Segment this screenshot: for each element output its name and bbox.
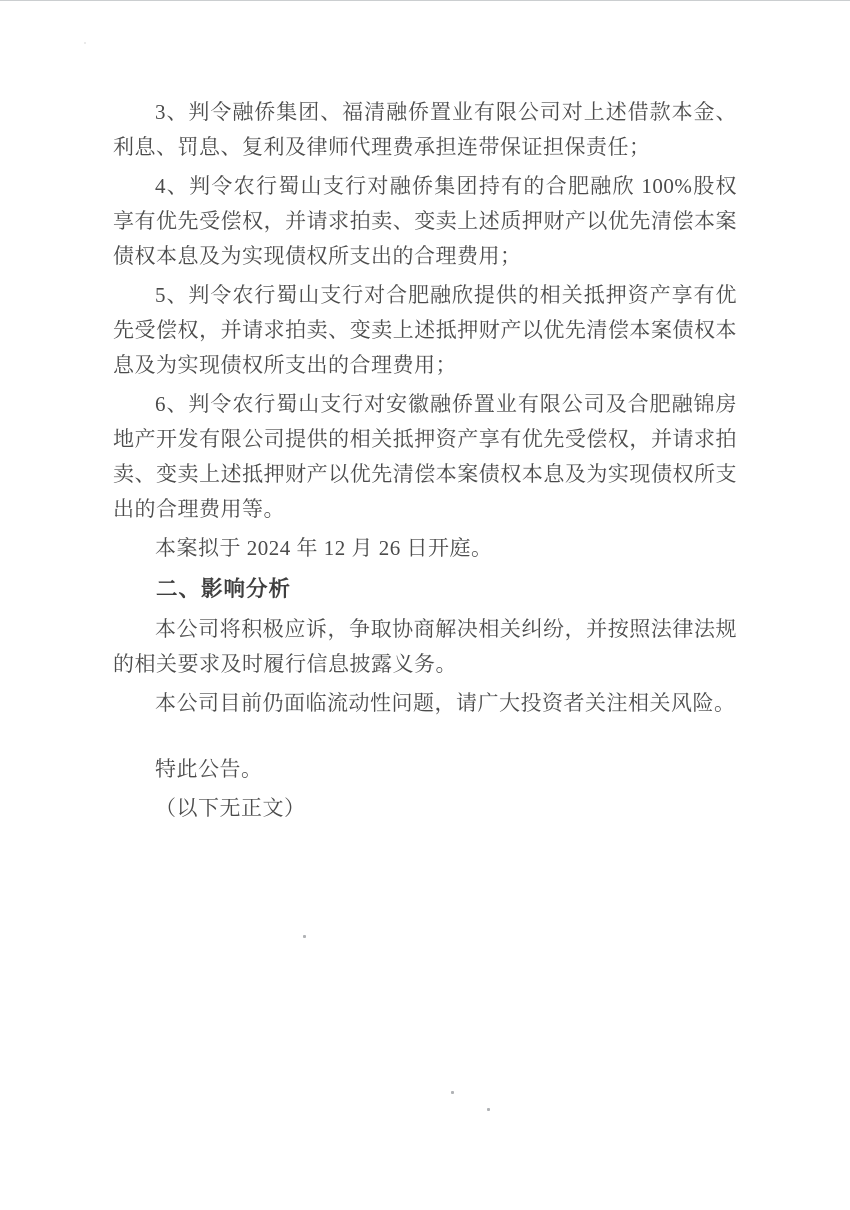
scan-speck [487, 1108, 490, 1111]
scan-speck [303, 935, 306, 938]
paragraph-no-further-text: （以下无正文） [155, 796, 306, 820]
paragraph-claim-4: 4、判令农行蜀山支行对融侨集团持有的合肥融欣 100%股权享有优先受偿权，并请求拍卖、变卖上述质押财产以优先清偿本案债权本息及为实现债权所支出的合理费用； [113, 174, 737, 268]
scan-edge-line [0, 0, 850, 1]
paragraph-court-date: 本案拟于 2024 年 12 月 26 日开庭。 [155, 536, 493, 560]
scan-speck [84, 42, 86, 44]
paragraph-response-plan: 本公司将积极应诉，争取协商解决相关纠纷，并按照法律法规的相关要求及时履行信息披露义务。 [113, 617, 737, 676]
section-heading-impact-analysis: 二、影响分析 [156, 577, 292, 601]
scan-speck [451, 1091, 454, 1094]
paragraph-claim-6: 6、判令农行蜀山支行对安徽融侨置业有限公司及合肥融锦房地产开发有限公司提供的相关抵押资产享有优先受偿权，并请求拍卖、变卖上述抵押财产以优先清偿本案债权本息及为实现债权所支出的合理费用等。 [113, 392, 737, 521]
paragraph-claim-5: 5、判令农行蜀山支行对合肥融欣提供的相关抵押资产享有优先受偿权，并请求拍卖、变卖上述抵押财产以优先清偿本案债权本息及为实现债权所支出的合理费用； [113, 283, 737, 377]
paragraph-liquidity-risk: 本公司目前仍面临流动性问题，请广大投资者关注相关风险。 [155, 691, 736, 715]
paragraph-announcement-closing: 特此公告。 [155, 757, 263, 781]
paragraph-claim-3: 3、判令融侨集团、福清融侨置业有限公司对上述借款本金、利息、罚息、复利及律师代理费承担连带保证担保责任； [113, 100, 737, 159]
document-content [113, 95, 737, 830]
